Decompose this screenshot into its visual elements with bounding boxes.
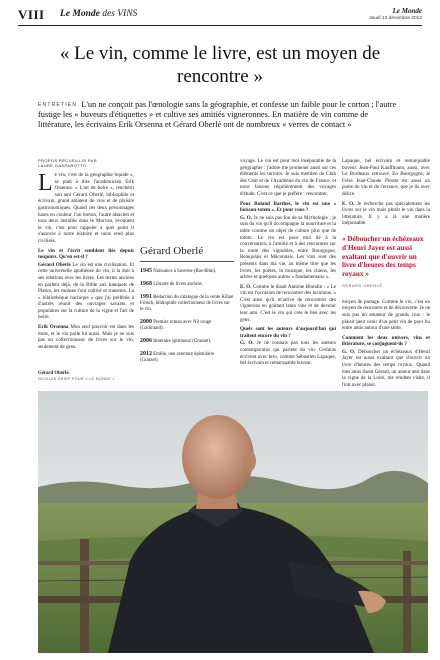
section-brand-suffix: des VINS: [102, 9, 138, 19]
answer-text: Comme le disait Antoine Blondin : « Le vin est l'occasion de rencontrer des inconnus. » C'est ainsi qu'il m'arrive de rencontrer des vignerons en goûtant leurs vins et de devenir leur ami. C'est le vin qui crée le lien avec les gens.: [240, 283, 336, 323]
bio-year: 2012: [140, 351, 152, 357]
bio-year: 2000: [140, 319, 152, 325]
standfirst-text: L'un ne conçoit pas l'œnologie sans la géographie, et confesse un faible pour le corton ; l'autre fustige les « buveurs d'étiquettes » et cultive ses amitiés vigneronnes. En matière de vin comme de littérature, les écrivains Erik Orsenna et Gérard Oberlé ont de nombreux « verres de contact »: [38, 100, 397, 129]
article-headline: « Le vin, comme le livre, est un moyen de rencontre »: [59, 43, 381, 87]
bio-entry: [140, 351, 234, 364]
bio-timeline: [140, 268, 234, 364]
bio-name: Gérard Oberlé: [140, 245, 234, 262]
body-paragraph: voyage. Le vin est pour moi inséparable de la géographie : j'adore me promener aussi sur ces éléments les terroirs. Je suis membre du Club des Cent et de l'Académie du vin de France, et nous faisons régulièrement des voyages d'étude. C'est ce que je préfère : rencontrer.: [240, 158, 336, 197]
bio-year: 2006: [140, 338, 152, 344]
ear: [244, 451, 256, 471]
issue-date: Jeudi 13 décembre 2012: [369, 16, 422, 21]
answer: [38, 324, 134, 350]
section-brand: [60, 9, 137, 19]
question: Pour Roland Barthes, le vin est une « boisson-totem ». Et pour vous ?: [240, 200, 336, 214]
lead-text: e vin, c'est de la géographie liquide », se plaît à dire l'académicien Erik Orsenna. « L'art de boire », renchérit son ami Gérard Oberlé, bibliophile et écrivain, grand amateur de vins et de plaisirs gastronomiques. Quand ces deux personnages hauts en couleur, l'un breton, l'autre alsacien et tous deux installés dans le Morvan, évoquent le vin, c'est pour rappeler à quel point il s'associe à notre histoire et nous rend plus civilisés.: [38, 172, 134, 244]
byline: [38, 158, 134, 168]
answer: [240, 340, 336, 366]
speaker: E. O.: [240, 283, 252, 290]
article-column-4: [342, 158, 430, 391]
speaker: Erik Orsenna: [38, 324, 69, 331]
bio-year: 1968: [140, 281, 152, 287]
bio-event: Premier roman avec Nil rouge (Gallimard).: [140, 320, 212, 331]
article-kicker: ENTRETIEN: [38, 102, 78, 108]
byline-label: PROPOS RECUEILLIS PAR: [38, 158, 98, 163]
portrait-photo-illustration: [38, 391, 428, 653]
head: [182, 415, 254, 499]
bio-event: Emilie, une aventure épistolaire (Grasset).: [140, 352, 215, 363]
byline-author: LAURE GASPAROTTO: [38, 163, 87, 168]
header-rule: [18, 25, 422, 26]
body-paragraph: Lapaque, bel écrivain et remarquable buveur. Jean-Paul Kauffmann, aussi, avec Le Bordeaux retrouvé. En Bourgogne, le Frère Jean-Claude Pirotte est aussi un poète du vin et de l'errance, que je lis avec délice.: [342, 158, 430, 197]
answer: [240, 215, 336, 281]
answer-text: Je recherche pas spécialement les livres sur le vin mais plutôt le vin dans la littérature. Il y a là une matière inépuisable.: [342, 200, 430, 227]
newspaper-logo: Le Monde: [392, 7, 422, 15]
bio-event: Naissance à Saverne (Bas-Rhin).: [153, 269, 217, 274]
bio-entry: [140, 268, 234, 275]
bio-entry: [140, 338, 234, 345]
pull-quote: [342, 235, 430, 291]
bio-year: 1991: [140, 294, 152, 300]
pull-quote-attribution: GÉRARD OBERLÉ: [342, 283, 383, 288]
page-folio: VIII: [18, 7, 45, 22]
bio-entry: [140, 281, 234, 288]
bio-event: Rédaction du catalogue de la vente Kilian Fritsch, bibliophile collectionneur de livres sur le vin.: [140, 295, 234, 312]
photo-credit: NICOLAS KRIEF POUR « LE MONDE »: [38, 376, 115, 381]
pull-quote-text: « Déboucher un échézeaux d'Henri Jayer est aussi exaltant que d'ouvrir un livre d'heures des temps royaux »: [342, 234, 424, 279]
caption-name: Gérard Oberlé.: [38, 371, 70, 376]
section-brand-name: Le Monde: [60, 9, 100, 19]
article-column-3: [240, 158, 336, 370]
photo-caption: [38, 371, 115, 382]
speaker: Gérard Oberlé: [38, 261, 71, 268]
question: Quels sont les auteurs d'aujourd'hui qui traitent encore du vin ?: [240, 326, 336, 339]
bio-event: Itinéraire spiritueux (Grasset).: [153, 339, 212, 344]
body-paragraph: moyen de partage. Comme le vin, c'est un moyen de rencontre et de découverte. Je ne suis pas un amateur de grands crus : le plaisir peut venir d'un petit vin de pays bu entre amis autour d'une table.: [342, 298, 430, 332]
bio-event: Libraire de livres anciens.: [153, 282, 204, 287]
portrait-photo: [38, 391, 428, 653]
bio-sidebar: [140, 245, 234, 370]
question: Le vin et l'écrit semblent liés depuis toujours. Qu'en est-il ?: [38, 247, 134, 261]
article-standfirst: [38, 100, 400, 130]
bio-entry: [140, 319, 234, 332]
drop-cap: L: [38, 170, 53, 196]
answer-text: Je ne connais pas tous les auteurs contemporains qui parlent du vin. Certains écrivent avec brio, comme Sébastien Lapaque, bel écrivain et remarquable buveur.: [240, 340, 336, 367]
answer-text: Je ne suis pas fou de sa Mythologie ; je suis du vin qu'il accompagne la nourriture et la table comme un objet de culture plus que de totem. Le vin est pour moi lié à la conversation, à l'amitié et à des rencontres sur la route des vignobles, entre Bourgogne, Beaujolais et Mâconnais. Les vins sont des présents dans ma vie, au même titre que les livres, les poètes, la musique, les chiens, les arbres et quelques autres « fondamentaux ».: [240, 214, 337, 281]
speaker: E. O.: [342, 200, 355, 207]
answer: [38, 262, 134, 321]
answer-text: Déboucher un échézeaux d'Henri Jayer est aussi exaltant que d'ouvrir un livre d'heures des temps royaux. Quand mes amis lisent Gérard, un auteur ami dans la vigne de la Loire, me rendent visite, il finit avec plaisir.: [342, 348, 430, 388]
answer-text: Mon seul pouvoir est dans les mots, et le vin parle lui aussi. Mais je ne suis pas un collectionneur de livres sur le vin, seulement de gens.: [38, 324, 134, 350]
answer: [240, 284, 336, 324]
bio-year: 1945: [140, 268, 152, 274]
article-column-1: [38, 158, 134, 353]
speaker: G. O.: [240, 214, 253, 221]
answer-text: Le vin est une civilisation. Et cette universelle apothéose du vin, il la doit à ses relations avec les livres. Les textes anciens en parlent déjà, de la Bible aux banquets de Platon, les moines l'ont cultivé et transmis. La « bibliothèque bachique » que j'ai préférée à d'autres réunit des ouvrages savants et populaires sur la culture de la vigne et l'art de boire.: [38, 261, 134, 321]
page-header: [18, 7, 422, 23]
speaker: G. O.: [240, 340, 254, 347]
speaker: G. O.: [342, 348, 356, 355]
lead-paragraph: [38, 172, 134, 245]
bio-entry: [140, 294, 234, 313]
question: Comment les deux univers, vins et littérature, se conjuguent-ils ?: [342, 334, 430, 348]
answer: [342, 349, 430, 389]
answer: [342, 201, 430, 227]
